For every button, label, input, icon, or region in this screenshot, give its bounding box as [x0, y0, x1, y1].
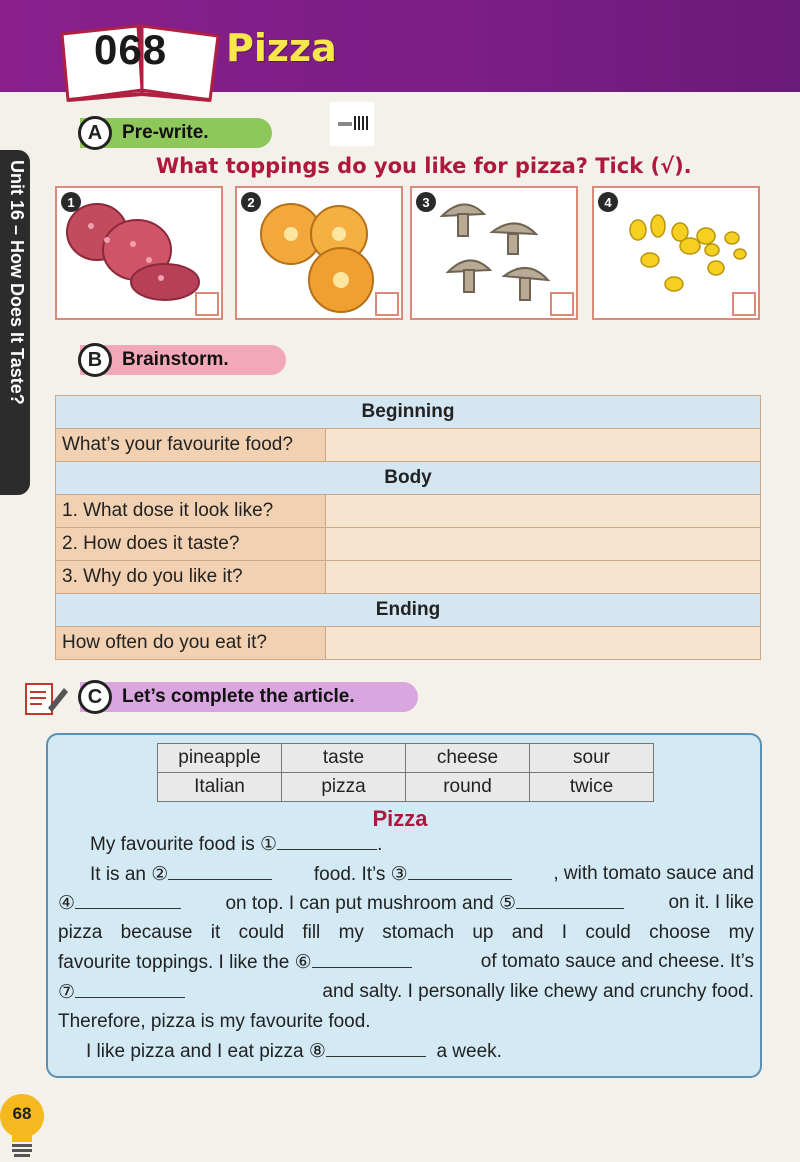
writing-pencil-icon — [24, 680, 70, 716]
ending-heading: Ending — [56, 594, 761, 627]
text: a week. — [436, 1041, 502, 1062]
blank-8[interactable] — [326, 1041, 426, 1057]
article-line-3 — [58, 892, 754, 915]
tick-box[interactable] — [195, 292, 219, 316]
item-number: 2 — [241, 192, 261, 212]
lesson-title: Pizza — [226, 26, 337, 70]
unit-title: Unit 16 – How Does It Taste? — [7, 160, 27, 405]
text: of tomato sauce and cheese. It’s — [480, 951, 754, 972]
text: on top. I can put mushroom and ⑤ — [225, 893, 517, 914]
text: It is an ② — [90, 864, 169, 885]
word-bank — [157, 743, 654, 802]
word-bank-cell: Italian — [158, 773, 282, 802]
item-number: 3 — [416, 192, 436, 212]
body-question-3: 3. Why do you like it? — [56, 561, 326, 594]
answer-cell[interactable] — [326, 528, 761, 561]
article-line-2 — [90, 863, 754, 886]
article-line-6 — [58, 981, 754, 1004]
section-b-letter: B — [78, 343, 112, 377]
word-bank-cell: round — [406, 773, 530, 802]
word-bank-cell: taste — [282, 744, 406, 773]
beginning-question: What’s your favourite food? — [56, 429, 326, 462]
section-c-title: Let’s complete the article. — [122, 686, 355, 707]
topping-card-salami — [55, 186, 223, 320]
topping-card-mushroom — [410, 186, 578, 320]
lesson-number: 068 — [94, 26, 168, 73]
blank-7[interactable] — [75, 982, 185, 998]
word-bank-cell: twice — [530, 773, 654, 802]
item-number: 4 — [598, 192, 618, 212]
answer-cell[interactable] — [326, 561, 761, 594]
blank-2[interactable] — [168, 864, 272, 880]
tick-box[interactable] — [732, 292, 756, 316]
word-bank-cell: pineapple — [158, 744, 282, 773]
text: ④ — [58, 893, 76, 914]
page-number: 68 — [12, 1104, 32, 1123]
topping-card-corn — [592, 186, 760, 320]
blank-1[interactable] — [277, 834, 377, 850]
body-question-2: 2. How does it taste? — [56, 528, 326, 561]
article-line-5 — [58, 951, 754, 974]
text: I like pizza and I eat pizza ⑧ — [86, 1041, 326, 1062]
text: My favourite food is ① — [90, 834, 278, 855]
section-a-label — [80, 118, 272, 148]
word-bank-cell: pizza — [282, 773, 406, 802]
blank-4[interactable] — [75, 893, 181, 909]
pre-write-question: What toppings do you like for pizza? Tick (√). — [156, 154, 692, 178]
section-b-label — [80, 345, 286, 375]
text: , with tomato sauce and — [553, 863, 754, 884]
text: ⑦ — [58, 982, 76, 1003]
body-question-1: 1. What dose it look like? — [56, 495, 326, 528]
blank-5[interactable] — [516, 893, 624, 909]
brainstorm-table — [55, 395, 761, 660]
item-number: 1 — [61, 192, 81, 212]
tick-box[interactable] — [550, 292, 574, 316]
answer-cell[interactable] — [326, 429, 761, 462]
text: and salty. I personally like chewy and crunchy food. — [322, 981, 754, 1002]
text: on it. I like — [668, 892, 754, 913]
article-line-8 — [86, 1040, 502, 1063]
section-a-title: Pre-write. — [122, 122, 209, 143]
tick-box[interactable] — [375, 292, 399, 316]
body-heading: Body — [56, 462, 761, 495]
section-c-label — [80, 682, 418, 712]
section-b-title: Brainstorm. — [122, 349, 229, 370]
ending-question: How often do you eat it? — [56, 627, 326, 660]
topping-card-pineapple — [235, 186, 403, 320]
text: food. It’s ③ — [313, 864, 408, 885]
unit-side-tab — [0, 150, 30, 495]
answer-cell[interactable] — [326, 495, 761, 528]
article-title: Pizza — [372, 806, 428, 831]
text: . — [377, 834, 383, 855]
blank-6[interactable] — [312, 952, 412, 968]
section-c-letter: C — [78, 680, 112, 714]
word-bank-cell: cheese — [406, 744, 530, 773]
text: favourite toppings. I like the ⑥ — [58, 952, 312, 973]
article-line-1 — [90, 833, 382, 856]
word-bank-cell: sour — [530, 744, 654, 773]
qr-code-icon[interactable] — [330, 102, 374, 146]
answer-cell[interactable] — [326, 627, 761, 660]
article-line-4: pizza because it could fill my stomach up and I could choose my — [58, 922, 754, 943]
blank-3[interactable] — [408, 864, 512, 880]
section-a-letter: A — [78, 116, 112, 150]
beginning-heading: Beginning — [56, 396, 761, 429]
article-line-7: Therefore, pizza is my favourite food. — [58, 1011, 371, 1032]
